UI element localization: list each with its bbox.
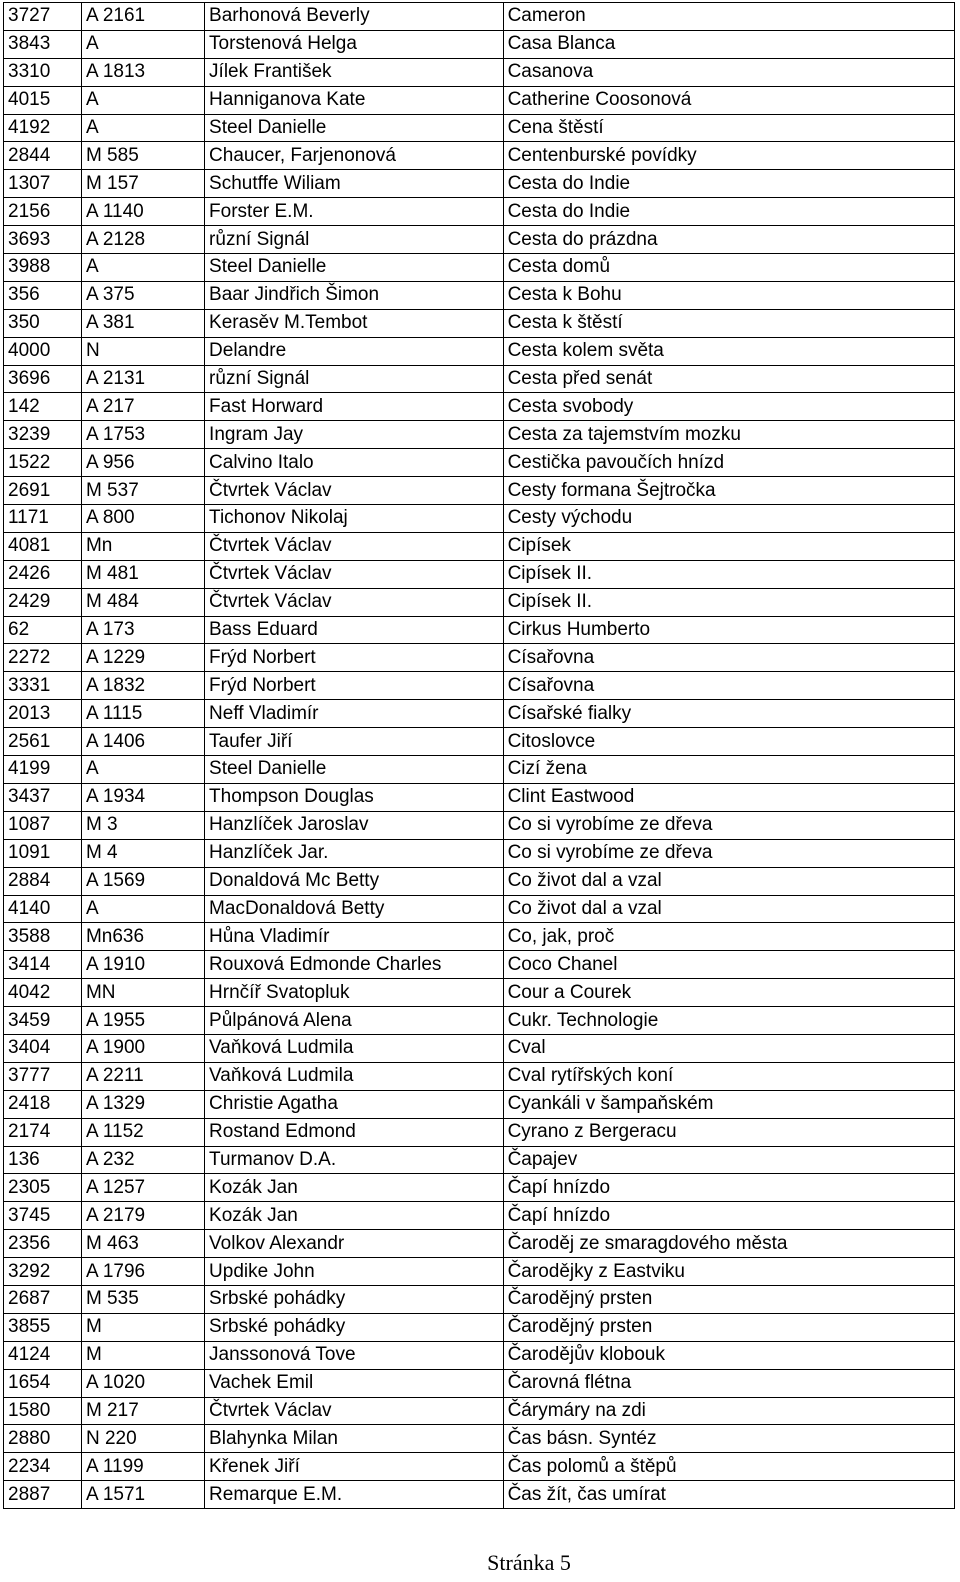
title-cell: Cyankáli v šampaňském (503, 1090, 954, 1118)
title-cell: Cesta před senát (503, 365, 954, 393)
author-cell: Barhonová Beverly (205, 3, 504, 31)
shelf-mark-cell: A 1199 (81, 1453, 204, 1481)
author-cell: Blahynka Milan (205, 1425, 504, 1453)
title-cell: Cesta k štěstí (503, 309, 954, 337)
table-row (4, 1425, 955, 1453)
author-cell: Fast Horward (205, 393, 504, 421)
author-cell: Calvino Italo (205, 449, 504, 477)
shelf-mark-cell: A 1406 (81, 728, 204, 756)
shelf-mark-cell: A 1796 (81, 1258, 204, 1286)
author-cell: Steel Danielle (205, 114, 504, 142)
title-cell: Cyrano z Bergeracu (503, 1118, 954, 1146)
shelf-mark-cell: A 2128 (81, 226, 204, 254)
author-cell: Vaňková Ludmila (205, 1062, 504, 1090)
inventory-number-cell: 4042 (4, 979, 82, 1007)
title-cell: Cipísek II. (503, 588, 954, 616)
table-row (4, 365, 955, 393)
table-row (4, 254, 955, 282)
table-row (4, 477, 955, 505)
shelf-mark-cell: A 1569 (81, 867, 204, 895)
catalog-body (4, 3, 955, 1509)
inventory-number-cell: 62 (4, 616, 82, 644)
author-cell: Vaňková Ludmila (205, 1034, 504, 1062)
inventory-number-cell: 2418 (4, 1090, 82, 1118)
inventory-number-cell: 4081 (4, 532, 82, 560)
title-cell: Cesta za tajemstvím mozku (503, 421, 954, 449)
shelf-mark-cell: A 1115 (81, 700, 204, 728)
shelf-mark-cell: A 1152 (81, 1118, 204, 1146)
shelf-mark-cell: Mn (81, 532, 204, 560)
shelf-mark-cell: M 217 (81, 1397, 204, 1425)
title-cell: Cukr. Technologie (503, 1007, 954, 1035)
shelf-mark-cell: A 800 (81, 505, 204, 533)
shelf-mark-cell: A 1753 (81, 421, 204, 449)
title-cell: Cval (503, 1034, 954, 1062)
author-cell: Vachek Emil (205, 1369, 504, 1397)
table-row (4, 1118, 955, 1146)
title-cell: Clint Eastwood (503, 783, 954, 811)
table-row (4, 560, 955, 588)
inventory-number-cell: 3239 (4, 421, 82, 449)
author-cell: Forster E.M. (205, 198, 504, 226)
inventory-number-cell: 4000 (4, 337, 82, 365)
table-row (4, 783, 955, 811)
author-cell: Hanniganova Kate (205, 86, 504, 114)
shelf-mark-cell: A 1257 (81, 1174, 204, 1202)
title-cell: Čarovná flétna (503, 1369, 954, 1397)
table-row (4, 393, 955, 421)
title-cell: Cval rytířských koní (503, 1062, 954, 1090)
table-row (4, 142, 955, 170)
shelf-mark-cell: M 537 (81, 477, 204, 505)
inventory-number-cell: 3437 (4, 783, 82, 811)
shelf-mark-cell: M 481 (81, 560, 204, 588)
table-row (4, 449, 955, 477)
author-cell: Bass Eduard (205, 616, 504, 644)
author-cell: Rostand Edmond (205, 1118, 504, 1146)
author-cell: Janssonová Tove (205, 1341, 504, 1369)
title-cell: Cesta do Indie (503, 198, 954, 226)
author-cell: Chaucer, Farjenonová (205, 142, 504, 170)
shelf-mark-cell: A 1832 (81, 672, 204, 700)
shelf-mark-cell: A (81, 756, 204, 784)
shelf-mark-cell: A (81, 30, 204, 58)
inventory-number-cell: 2687 (4, 1285, 82, 1313)
inventory-number-cell: 3696 (4, 365, 82, 393)
inventory-number-cell: 1522 (4, 449, 82, 477)
inventory-number-cell: 3404 (4, 1034, 82, 1062)
page-number: Stránka 5 (487, 1550, 571, 1575)
inventory-number-cell: 2691 (4, 477, 82, 505)
inventory-number-cell: 2234 (4, 1453, 82, 1481)
title-cell: Čas polomů a štěpů (503, 1453, 954, 1481)
title-cell: Čapajev (503, 1146, 954, 1174)
title-cell: Cameron (503, 3, 954, 31)
shelf-mark-cell: A 217 (81, 393, 204, 421)
title-cell: Cesta domů (503, 254, 954, 282)
shelf-mark-cell: A 2161 (81, 3, 204, 31)
table-row (4, 672, 955, 700)
shelf-mark-cell: A 1910 (81, 951, 204, 979)
shelf-mark-cell: A 1934 (81, 783, 204, 811)
inventory-number-cell: 1580 (4, 1397, 82, 1425)
author-cell: Delandre (205, 337, 504, 365)
inventory-number-cell: 2356 (4, 1230, 82, 1258)
inventory-number-cell: 2156 (4, 198, 82, 226)
title-cell: Čas básn. Syntéz (503, 1425, 954, 1453)
inventory-number-cell: 4199 (4, 756, 82, 784)
inventory-number-cell: 1087 (4, 811, 82, 839)
author-cell: Čtvrtek Václav (205, 532, 504, 560)
inventory-number-cell: 1091 (4, 839, 82, 867)
shelf-mark-cell: A 2179 (81, 1202, 204, 1230)
author-cell: Christie Agatha (205, 1090, 504, 1118)
table-row (4, 1230, 955, 1258)
table-row (4, 86, 955, 114)
title-cell: Čarodějný prsten (503, 1313, 954, 1341)
shelf-mark-cell: M 484 (81, 588, 204, 616)
author-cell: Kozák Jan (205, 1174, 504, 1202)
table-row (4, 756, 955, 784)
shelf-mark-cell: A 1229 (81, 644, 204, 672)
table-row (4, 951, 955, 979)
shelf-mark-cell: M 585 (81, 142, 204, 170)
table-row (4, 644, 955, 672)
author-cell: Srbské pohádky (205, 1285, 504, 1313)
inventory-number-cell: 3588 (4, 923, 82, 951)
inventory-number-cell: 1171 (4, 505, 82, 533)
table-row (4, 114, 955, 142)
author-cell: Ingram Jay (205, 421, 504, 449)
author-cell: Turmanov D.A. (205, 1146, 504, 1174)
inventory-number-cell: 2174 (4, 1118, 82, 1146)
table-row (4, 979, 955, 1007)
author-cell: Hanzlíček Jar. (205, 839, 504, 867)
table-row (4, 1062, 955, 1090)
author-cell: Křenek Jiří (205, 1453, 504, 1481)
inventory-number-cell: 3693 (4, 226, 82, 254)
title-cell: Císařovna (503, 644, 954, 672)
author-cell: Remarque E.M. (205, 1481, 504, 1509)
shelf-mark-cell: A (81, 895, 204, 923)
inventory-number-cell: 3777 (4, 1062, 82, 1090)
author-cell: různí Signál (205, 226, 504, 254)
title-cell: Co život dal a vzal (503, 867, 954, 895)
author-cell: Volkov Alexandr (205, 1230, 504, 1258)
table-row (4, 170, 955, 198)
table-row (4, 337, 955, 365)
author-cell: Čtvrtek Václav (205, 588, 504, 616)
title-cell: Cena štěstí (503, 114, 954, 142)
author-cell: Kozák Jan (205, 1202, 504, 1230)
author-cell: Tichonov Nikolaj (205, 505, 504, 533)
shelf-mark-cell: N (81, 337, 204, 365)
shelf-mark-cell: A 2131 (81, 365, 204, 393)
shelf-mark-cell: M (81, 1313, 204, 1341)
table-row (4, 309, 955, 337)
inventory-number-cell: 2844 (4, 142, 82, 170)
author-cell: Neff Vladimír (205, 700, 504, 728)
table-row (4, 616, 955, 644)
title-cell: Cesty východu (503, 505, 954, 533)
table-row (4, 811, 955, 839)
shelf-mark-cell: M 157 (81, 170, 204, 198)
author-cell: Hrnčíř Svatopluk (205, 979, 504, 1007)
shelf-mark-cell: A 1020 (81, 1369, 204, 1397)
inventory-number-cell: 1307 (4, 170, 82, 198)
author-cell: Frýd Norbert (205, 672, 504, 700)
shelf-mark-cell: M 4 (81, 839, 204, 867)
title-cell: Císařovna (503, 672, 954, 700)
shelf-mark-cell: A 2211 (81, 1062, 204, 1090)
shelf-mark-cell: M 3 (81, 811, 204, 839)
inventory-number-cell: 3310 (4, 58, 82, 86)
table-row (4, 1090, 955, 1118)
author-cell: Jílek František (205, 58, 504, 86)
author-cell: různí Signál (205, 365, 504, 393)
inventory-number-cell: 2880 (4, 1425, 82, 1453)
table-row (4, 1146, 955, 1174)
inventory-number-cell: 2426 (4, 560, 82, 588)
shelf-mark-cell: A 1571 (81, 1481, 204, 1509)
shelf-mark-cell: A 1813 (81, 58, 204, 86)
author-cell: Srbské pohádky (205, 1313, 504, 1341)
inventory-number-cell: 2429 (4, 588, 82, 616)
table-row (4, 1174, 955, 1202)
title-cell: Catherine Coosonová (503, 86, 954, 114)
table-row (4, 1202, 955, 1230)
table-row (4, 1285, 955, 1313)
title-cell: Centenburské povídky (503, 142, 954, 170)
table-row (4, 1007, 955, 1035)
title-cell: Čapí hnízdo (503, 1202, 954, 1230)
shelf-mark-cell: A 956 (81, 449, 204, 477)
inventory-number-cell: 4192 (4, 114, 82, 142)
title-cell: Co, jak, proč (503, 923, 954, 951)
shelf-mark-cell: M (81, 1341, 204, 1369)
inventory-number-cell: 350 (4, 309, 82, 337)
author-cell: Frýd Norbert (205, 644, 504, 672)
shelf-mark-cell: A (81, 254, 204, 282)
author-cell: Donaldová Mc Betty (205, 867, 504, 895)
inventory-number-cell: 142 (4, 393, 82, 421)
table-row (4, 505, 955, 533)
author-cell: Baar Jindřich Šimon (205, 281, 504, 309)
title-cell: Cesta kolem světa (503, 337, 954, 365)
shelf-mark-cell: M 535 (81, 1285, 204, 1313)
shelf-mark-cell: M 463 (81, 1230, 204, 1258)
table-row (4, 226, 955, 254)
author-cell: Thompson Douglas (205, 783, 504, 811)
inventory-number-cell: 356 (4, 281, 82, 309)
title-cell: Čárymáry na zdi (503, 1397, 954, 1425)
inventory-number-cell: 3843 (4, 30, 82, 58)
table-row (4, 895, 955, 923)
inventory-number-cell: 3331 (4, 672, 82, 700)
title-cell: Cirkus Humberto (503, 616, 954, 644)
title-cell: Čarodějný prsten (503, 1285, 954, 1313)
author-cell: MacDonaldová Betty (205, 895, 504, 923)
table-row (4, 700, 955, 728)
author-cell: Steel Danielle (205, 254, 504, 282)
table-row (4, 867, 955, 895)
author-cell: Taufer Jiří (205, 728, 504, 756)
table-row (4, 1397, 955, 1425)
author-cell: Updike John (205, 1258, 504, 1286)
author-cell: Čtvrtek Václav (205, 1397, 504, 1425)
inventory-number-cell: 3988 (4, 254, 82, 282)
table-row (4, 421, 955, 449)
title-cell: Cesta svobody (503, 393, 954, 421)
shelf-mark-cell: A 232 (81, 1146, 204, 1174)
inventory-number-cell: 2561 (4, 728, 82, 756)
title-cell: Casanova (503, 58, 954, 86)
shelf-mark-cell: A (81, 86, 204, 114)
shelf-mark-cell: A 1140 (81, 198, 204, 226)
author-cell: Schutffe Wiliam (205, 170, 504, 198)
inventory-number-cell: 4015 (4, 86, 82, 114)
inventory-number-cell: 3727 (4, 3, 82, 31)
table-row (4, 281, 955, 309)
inventory-number-cell: 2305 (4, 1174, 82, 1202)
title-cell: Cour a Courek (503, 979, 954, 1007)
title-cell: Čaroděj ze smaragdového města (503, 1230, 954, 1258)
title-cell: Co si vyrobíme ze dřeva (503, 811, 954, 839)
inventory-number-cell: 4140 (4, 895, 82, 923)
catalog-table (3, 2, 955, 1509)
table-row (4, 839, 955, 867)
table-row (4, 1258, 955, 1286)
shelf-mark-cell: MN (81, 979, 204, 1007)
author-cell: Hůna Vladimír (205, 923, 504, 951)
inventory-number-cell: 3459 (4, 1007, 82, 1035)
title-cell: Čarodějův klobouk (503, 1341, 954, 1369)
inventory-number-cell: 3855 (4, 1313, 82, 1341)
shelf-mark-cell: N 220 (81, 1425, 204, 1453)
table-row (4, 728, 955, 756)
title-cell: Čarodějky z Eastviku (503, 1258, 954, 1286)
inventory-number-cell: 4124 (4, 1341, 82, 1369)
title-cell: Cipísek (503, 532, 954, 560)
inventory-number-cell: 3745 (4, 1202, 82, 1230)
author-cell: Kerasěv M.Tembot (205, 309, 504, 337)
title-cell: Co si vyrobíme ze dřeva (503, 839, 954, 867)
shelf-mark-cell: A 1900 (81, 1034, 204, 1062)
shelf-mark-cell: A 381 (81, 309, 204, 337)
title-cell: Cesta k Bohu (503, 281, 954, 309)
table-row (4, 1481, 955, 1509)
title-cell: Co život dal a vzal (503, 895, 954, 923)
inventory-number-cell: 1654 (4, 1369, 82, 1397)
title-cell: Coco Chanel (503, 951, 954, 979)
title-cell: Citoslovce (503, 728, 954, 756)
title-cell: Cesty formana Šejtročka (503, 477, 954, 505)
shelf-mark-cell: A 1329 (81, 1090, 204, 1118)
author-cell: Hanzlíček Jaroslav (205, 811, 504, 839)
table-row (4, 1341, 955, 1369)
table-row (4, 1313, 955, 1341)
table-row (4, 1453, 955, 1481)
inventory-number-cell: 136 (4, 1146, 82, 1174)
shelf-mark-cell: A (81, 114, 204, 142)
author-cell: Steel Danielle (205, 756, 504, 784)
author-cell: Torstenová Helga (205, 30, 504, 58)
shelf-mark-cell: A 375 (81, 281, 204, 309)
title-cell: Cestička pavoučích hnízd (503, 449, 954, 477)
table-row (4, 1369, 955, 1397)
table-row (4, 3, 955, 31)
title-cell: Casa Blanca (503, 30, 954, 58)
title-cell: Cesta do prázdna (503, 226, 954, 254)
table-row (4, 1034, 955, 1062)
inventory-number-cell: 3292 (4, 1258, 82, 1286)
title-cell: Čapí hnízdo (503, 1174, 954, 1202)
title-cell: Cipísek II. (503, 560, 954, 588)
table-row (4, 58, 955, 86)
table-row (4, 588, 955, 616)
title-cell: Cizí žena (503, 756, 954, 784)
shelf-mark-cell: A 1955 (81, 1007, 204, 1035)
title-cell: Čas žít, čas umírat (503, 1481, 954, 1509)
author-cell: Čtvrtek Václav (205, 560, 504, 588)
table-row (4, 30, 955, 58)
author-cell: Půlpánová Alena (205, 1007, 504, 1035)
title-cell: Císařské fialky (503, 700, 954, 728)
title-cell: Cesta do Indie (503, 170, 954, 198)
table-row (4, 923, 955, 951)
shelf-mark-cell: A 173 (81, 616, 204, 644)
inventory-number-cell: 2272 (4, 644, 82, 672)
author-cell: Čtvrtek Václav (205, 477, 504, 505)
inventory-number-cell: 3414 (4, 951, 82, 979)
table-row (4, 198, 955, 226)
table-row (4, 532, 955, 560)
inventory-number-cell: 2013 (4, 700, 82, 728)
inventory-number-cell: 2887 (4, 1481, 82, 1509)
inventory-number-cell: 2884 (4, 867, 82, 895)
author-cell: Rouxová Edmonde Charles (205, 951, 504, 979)
shelf-mark-cell: Mn636 (81, 923, 204, 951)
